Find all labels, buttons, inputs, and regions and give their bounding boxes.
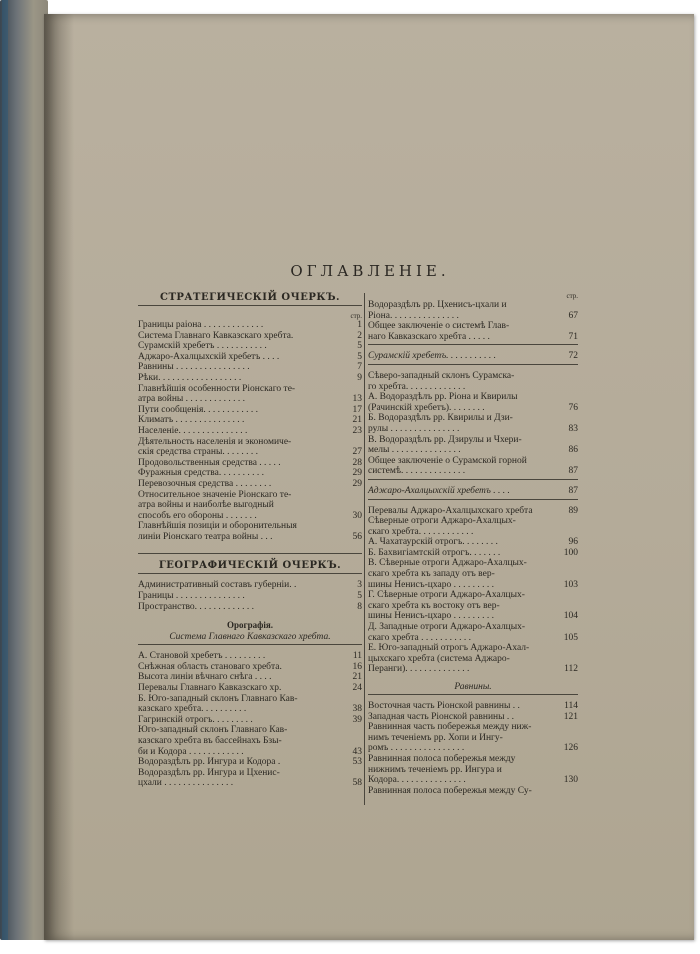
toc-entry — [138, 521, 362, 542]
toc-entry-title: Б. Бахвигіамтскій отрогъ. . . . . . . — [368, 547, 501, 558]
toc-entry-title: Границы раіона . . . . . . . . . . . . . — [138, 320, 264, 330]
toc-entry-page: 17 — [352, 404, 362, 415]
toc-entry-title: А. Становой хребетъ . . . . . . . . . — [138, 651, 266, 662]
toc-entry — [138, 490, 362, 522]
toc-list-main-ridge-cont — [368, 300, 578, 342]
toc-entry-page: 76 — [568, 402, 578, 413]
toc-entry — [368, 590, 578, 622]
toc-entry-title: Границы . . . . . . . . . . . . . . . — [138, 591, 245, 602]
toc-entry — [138, 651, 362, 662]
toc-entry-page: 24 — [352, 683, 362, 694]
toc-entry-title: Общее заключеніе о Сурамской горной системѣ. . . . . . . . . . . . . . — [368, 455, 527, 477]
toc-entry-title: Сурамскій хребетъ . . . . . . . . . . . — [138, 341, 267, 352]
toc-entry — [138, 331, 362, 342]
toc-entry-title: Общее заключеніе о системѣ Глав- наго Кавказскаго хребта . . . . . — [368, 321, 510, 342]
toc-entry-page: 29 — [352, 468, 362, 479]
toc-entry-page: 5 — [357, 341, 362, 352]
toc-entry-adjara-heading — [368, 486, 578, 497]
toc-entry-page: 5 — [357, 591, 362, 602]
toc-entry-page: 112 — [564, 664, 578, 675]
subsection-heading-plains: Равнины. — [454, 682, 492, 692]
toc-entry-title: Рѣки. . . . . . . . . . . . . . . . . . — [138, 372, 242, 383]
toc-entry — [138, 672, 362, 683]
toc-entry — [368, 435, 578, 456]
toc-entry-page: 7 — [357, 362, 362, 373]
toc-entry-page: 71 — [568, 331, 578, 342]
toc-entry-title: Д. Западные отроги Аджаро-Ахалцых- скаго хребта . . . . . . . . . . . — [368, 622, 526, 643]
toc-entry — [368, 754, 578, 786]
section-rule — [138, 553, 362, 554]
toc-entry — [368, 558, 578, 590]
toc-entry — [138, 694, 362, 715]
toc-entry — [138, 415, 362, 426]
toc-entry-page: 104 — [563, 611, 578, 622]
toc-entry — [368, 712, 578, 723]
page-column-label: стр. — [350, 312, 362, 320]
heading-rule — [138, 573, 362, 574]
section-rule — [368, 499, 578, 500]
cover-spine-edge — [2, 0, 8, 940]
toc-entry-page: 43 — [352, 746, 362, 757]
toc-entry-title: Климатъ . . . . . . . . . . . . . . . — [138, 415, 245, 426]
toc-left-column — [138, 292, 362, 789]
toc-entry-page: 8 — [357, 601, 362, 612]
spacer — [138, 612, 362, 618]
toc-entry-page: 53 — [352, 757, 362, 768]
toc-entry — [138, 426, 362, 437]
toc-entry-title: Главнѣйшія особенности Ріонскаго те- атра войны . . . . . . . . . . . . . — [138, 383, 296, 405]
toc-entry-title: Равнинная полоса побережья между Су- — [368, 785, 532, 796]
toc-entry — [368, 413, 578, 434]
toc-entry-title: Е. Юго-западный отрогъ Аджаро-Ахал- цыхскаго хребта (система Аджаро- Перанги). . . . . . . . . . . . . . — [368, 643, 530, 675]
toc-entry — [138, 352, 362, 363]
toc-entry — [368, 321, 578, 342]
toc-entry-title: Дѣятельность населенія и экономиче- скія средства страны. . . . . . . . — [138, 436, 292, 458]
toc-entry-title: А. Водораздѣлъ рр. Ріона и Квирилы (Рачинскій хребетъ). . . . . . . . — [368, 392, 518, 413]
toc-entry-page: 86 — [568, 445, 578, 456]
spacer — [368, 675, 578, 681]
toc-entry — [368, 371, 578, 392]
toc-entry-title: Аджаро-Ахалцыхскій хребетъ . . . . — [138, 351, 280, 362]
toc-entry-page: 21 — [352, 672, 362, 683]
toc-entry-title: В. Водораздѣлъ рр. Дзирулы и Чхери- мелы . . . . . . . . . . . . . . . — [368, 434, 522, 456]
toc-entry-title: Административный составъ губерніи. . — [138, 580, 297, 591]
toc-entry-page: 100 — [563, 547, 578, 558]
toc-entry — [138, 715, 362, 726]
toc-entry — [368, 456, 578, 477]
toc-entry-title: Высота линіи вѣчнаго снѣга . . . . — [138, 672, 272, 683]
section-heading-strategic: СТРАТЕГИЧЕСКІЙ ОЧЕРКЪ. — [159, 292, 341, 303]
toc-entry-page: 16 — [352, 661, 362, 672]
toc-entry-page: 89 — [568, 505, 578, 516]
toc-entry-page: 87 — [568, 466, 578, 477]
toc-entry — [368, 548, 578, 559]
toc-entry — [138, 384, 362, 405]
toc-entry — [368, 537, 578, 548]
toc-entry-title: Б. Водораздѣлъ рр. Квирилы и Дзи- рулы . . . . . . . . . . . . . . . — [368, 413, 513, 434]
toc-entry — [368, 300, 578, 321]
toc-entry-page: 39 — [352, 714, 362, 725]
toc-entry-page: 67 — [568, 310, 578, 321]
toc-entry-title: А. Чахатаурскій отрогъ. . . . . . . . — [368, 537, 498, 548]
toc-entry — [138, 768, 362, 789]
toc-list-strategic — [138, 320, 362, 542]
toc-entry-page: 5 — [357, 351, 362, 362]
toc-list-suram — [368, 371, 578, 477]
toc-entry-page: 103 — [563, 579, 578, 590]
toc-entry — [138, 437, 362, 458]
toc-entry-page: 1 — [357, 320, 362, 330]
toc-entry-page: 126 — [563, 743, 578, 754]
toc-entry-page: 30 — [352, 510, 362, 521]
toc-entry-title: Равнинная часть побережья между ниж- нимъ теченіемъ рр. Хопи и Ингу- ромъ . . . . . . . . . . . . . . . . — [368, 722, 532, 754]
page-title: ОГЛАВЛЕНІЕ. — [290, 262, 450, 280]
toc-entry-title: Система Главнаго Кавказскаго хребта. — [138, 330, 294, 341]
toc-entry — [138, 362, 362, 373]
page-column-label: стр. — [566, 292, 578, 300]
heading-rule — [368, 694, 578, 695]
toc-entry-title: Водораздѣлъ рр. Ингура и Кодора . — [138, 757, 281, 768]
toc-entry-title: Юго-западный склонъ Главнаго Кав- казскаго хребта въ бассейнахъ Бзы- би и Кодора . . . . . . . . . . . . — [138, 725, 288, 757]
toc-entry-title: Пути сообщенія. . . . . . . . . . . . — [138, 404, 259, 415]
toc-entry-page: 105 — [563, 632, 578, 643]
toc-entry — [138, 725, 362, 757]
toc-entry — [138, 683, 362, 694]
heading-rule — [138, 644, 362, 645]
toc-entry-page: 121 — [563, 711, 578, 722]
toc-entry-title: Относительное значеніе Ріонскаго те- атра войны и наиболѣе выгодный способъ его обороны . . . . . . . — [138, 489, 292, 521]
toc-entry-title: Равнинная полоса побережья между нижнимъ теченіемъ рр. Ингура и Кодора. . . . . . . . . . . . . . . — [368, 753, 516, 786]
toc-entry-title: Населеніе. . . . . . . . . . . . . . . — [138, 425, 248, 436]
toc-entry-title: Водораздѣлъ рр. Цхенисъ-цхали и Ріона. . . . . . . . . . . . . . . — [368, 300, 507, 321]
toc-entry-title: Водораздѣлъ рр. Ингура и Цхенис- цхали . . . . . . . . . . . . . . . — [138, 767, 280, 789]
toc-entry — [368, 516, 578, 537]
toc-entry — [138, 662, 362, 673]
toc-entry-page: 58 — [352, 778, 362, 789]
toc-entry — [138, 320, 362, 331]
toc-entry-title: Сурамскій хребетъ. . . . . . . . . . . — [368, 351, 497, 362]
toc-entry-title: Восточная часть Ріонской равнины . . — [368, 701, 520, 711]
toc-entry — [138, 591, 362, 602]
toc-entry-title: Продовольственныя средства . . . . . — [138, 457, 281, 468]
toc-entry-title: Пространство. . . . . . . . . . . . . — [138, 601, 255, 612]
toc-entry — [138, 602, 362, 613]
toc-entry-page: 83 — [568, 423, 578, 434]
toc-entry-page: 3 — [357, 580, 362, 591]
toc-entry — [138, 458, 362, 469]
toc-entry-page: 56 — [352, 531, 362, 542]
toc-entry — [138, 580, 362, 591]
toc-entry-page: 2 — [357, 330, 362, 341]
toc-entry — [368, 722, 578, 754]
toc-entry-title: Снѣжная область становаго хребта. — [138, 661, 282, 672]
toc-entry-title: Перевалы Аджаро-Ахалцыхскаго хребта — [368, 505, 533, 516]
toc-entry-page: 114 — [564, 701, 578, 711]
toc-entry — [138, 405, 362, 416]
toc-entry — [138, 468, 362, 479]
toc-entry — [368, 506, 578, 517]
toc-list-geographic — [138, 580, 362, 612]
subsection-heading-orography: Орографія. — [227, 620, 273, 631]
spacer — [138, 542, 362, 551]
toc-entry-title: Перевалы Главнаго Кавказскаго хр. — [138, 683, 282, 694]
section-rule — [368, 344, 578, 345]
toc-entry-page: 29 — [352, 478, 362, 489]
subsection-heading-system: Система Главнаго Кавказскаго хребта. — [169, 632, 331, 643]
toc-entry-title: В. Сѣверные отроги Аджаро-Ахалцых- скаго хребта къ западу отъ вер- шины Ненисъ-цхаро . . . . . . . . . — [368, 558, 527, 590]
toc-entry-title: Сѣверо-западный склонъ Сурамска- го хребта. . . . . . . . . . . . . — [368, 370, 515, 392]
toc-entry-page: 38 — [352, 704, 362, 715]
toc-entry — [368, 786, 578, 797]
toc-entry-page: 9 — [357, 372, 362, 383]
section-rule — [368, 479, 578, 480]
toc-entry-title: Сѣверные отроги Аджаро-Ахалцых- скаго хребта. . . . . . . . . . . . — [368, 516, 516, 537]
toc-list-orography — [138, 651, 362, 789]
column-divider — [364, 293, 365, 805]
toc-entry-page: 28 — [352, 457, 362, 468]
toc-entry-title: Равнины . . . . . . . . . . . . . . . . — [138, 362, 250, 373]
toc-entry-title: Б. Юго-западный склонъ Главнаго Кав- казскаго хребта. . . . . . . . . . — [138, 693, 298, 715]
toc-entry-page: 130 — [563, 775, 578, 786]
page-gutter-shadow — [44, 14, 74, 940]
toc-right-column — [368, 292, 578, 796]
toc-entry-page: 27 — [352, 447, 362, 458]
toc-entry-page: 13 — [352, 394, 362, 405]
toc-entry-title: Фуражныя средства. . . . . . . . . . — [138, 468, 264, 479]
toc-entry-page: 72 — [568, 351, 578, 362]
toc-entry-title: Перевозочныя средства . . . . . . . . — [138, 478, 272, 489]
toc-entry — [138, 341, 362, 352]
toc-entry-page: 11 — [352, 651, 362, 662]
toc-list-adjara — [368, 506, 578, 676]
toc-entry — [138, 373, 362, 384]
toc-entry-title: Гагринскій отрогъ. . . . . . . . . — [138, 714, 253, 725]
section-rule — [368, 364, 578, 365]
toc-entry-title: Аджаро-Ахалцыхскій хребетъ . . . . — [368, 485, 510, 496]
toc-entry — [368, 392, 578, 413]
toc-entry — [138, 757, 362, 768]
toc-list-plains — [368, 701, 578, 796]
toc-entry — [368, 643, 578, 675]
toc-entry — [368, 701, 578, 712]
toc-entry-title: Г. Сѣверные отроги Аджаро-Ахалцых- скаго хребта къ востоку отъ вер- шины Ненисъ-цхаро . . . . . . . . . — [368, 590, 525, 622]
heading-rule — [138, 305, 362, 306]
toc-entry-page: 23 — [352, 425, 362, 436]
toc-entry — [138, 479, 362, 490]
toc-entry-page: 21 — [352, 415, 362, 426]
toc-entry-title: Главнѣйшія позиціи и оборонительныя линіи Ріонскаго театра войны . . . — [138, 521, 297, 542]
toc-entry — [368, 622, 578, 643]
toc-entry-title: Западная часть Ріонской равнины . . — [368, 711, 515, 722]
section-heading-geographic: ГЕОГРАФИЧЕСКІЙ ОЧЕРКЪ. — [158, 560, 342, 572]
book-cover — [0, 0, 48, 940]
toc-entry-page: 87 — [568, 485, 578, 496]
toc-entry-page: 96 — [568, 537, 578, 548]
toc-entry-suram-heading — [368, 351, 578, 362]
